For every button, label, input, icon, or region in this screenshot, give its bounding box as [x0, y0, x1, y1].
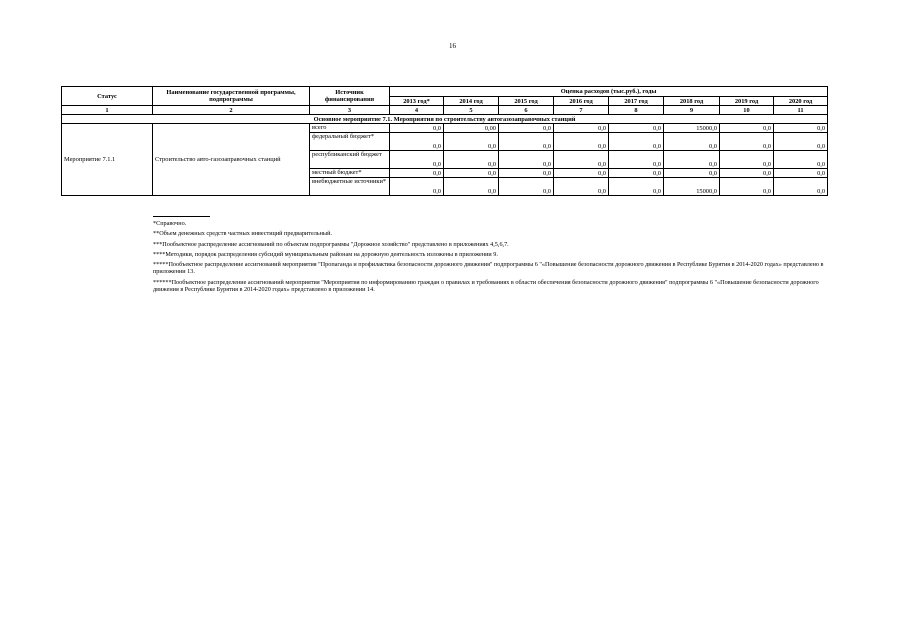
value-cell: 0,0	[390, 169, 444, 178]
value-cell: 0,0	[499, 178, 554, 196]
value-cell: 0,0	[774, 169, 828, 178]
column-number: 9	[664, 106, 720, 115]
value-cell: 0,00	[444, 124, 499, 133]
value-cell: 0,0	[444, 151, 499, 169]
value-cell: 0,0	[444, 133, 499, 151]
value-cell: 0,0	[499, 133, 554, 151]
column-number: 1	[62, 106, 153, 115]
value-cell: 0,0	[609, 151, 664, 169]
column-number: 10	[720, 106, 774, 115]
value-cell: 0,0	[499, 124, 554, 133]
value-cell: 0,0	[664, 169, 720, 178]
footnote: *****Пообъектное распределение ассигнований мероприятия "Пропаганда и профилактика безопасности дорожного движения" подпрограммы 6 "«Повышение безопасности дорожного движения в Республике Бурятия в 2014-2020 годах» представлено в приложении 13.	[153, 261, 824, 276]
column-number: 5	[444, 106, 499, 115]
footnote: *Справочно.	[153, 220, 187, 227]
value-cell: 0,0	[609, 178, 664, 196]
footnote: ******Пообъектное распределение ассигнований мероприятия "Мероприятия по информированию граждан о правилах и требованиях в области обеспечения безопасности дорожного движения" подпрограммы 6 "«Повышение безопасности дорожного движения в Республике Бурятия в 2014-2020 годах» представлено в приложении 14.	[153, 278, 819, 294]
header-year: 2020 год	[774, 97, 828, 106]
column-number: 11	[774, 106, 828, 115]
value-cell: 0,0	[609, 133, 664, 151]
source-cell: местный бюджет*	[310, 169, 390, 178]
header-year: 2016 год	[554, 97, 609, 106]
value-cell: 0,0	[554, 178, 609, 196]
footnotes	[153, 220, 825, 296]
value-cell: 0,0	[664, 151, 720, 169]
value-cell: 15000,0	[664, 124, 720, 133]
footnote-divider	[153, 216, 210, 217]
footnote: ****Методики, порядок распределения субсидий муниципальным районам на дорожную деятельность изложены в приложении 9.	[153, 250, 498, 258]
column-number: 2	[153, 106, 310, 115]
value-cell: 0,0	[720, 169, 774, 178]
value-cell: 0,0	[554, 133, 609, 151]
budget-table	[61, 86, 828, 196]
value-cell: 0,0	[499, 151, 554, 169]
footnote: ***Пообъектное распределение ассигнований по объектам подпрограммы "Дорожное хозяйство" представлено в приложениях 4,5,6,7.	[153, 240, 509, 248]
header-program: Наименование государственной программы, подпрограммы	[153, 87, 310, 106]
header-year: 2014 год	[444, 97, 499, 106]
header-status: Статус	[62, 87, 153, 106]
column-number: 8	[609, 106, 664, 115]
value-cell: 0,0	[554, 169, 609, 178]
value-cell: 0,0	[554, 151, 609, 169]
source-cell: всего	[310, 124, 390, 133]
section-title: Основное мероприятие 7.1. Мероприятия по строительству автогазозаправочных станций	[62, 115, 828, 124]
column-number: 3	[310, 106, 390, 115]
status-cell: Мероприятие 7.1.1	[62, 124, 153, 196]
column-number: 7	[554, 106, 609, 115]
source-cell: федеральный бюджет*	[310, 133, 390, 151]
value-cell: 0,0	[554, 124, 609, 133]
value-cell: 15000,0	[664, 178, 720, 196]
source-cell: республиканский бюджет	[310, 151, 390, 169]
header-source: Источник финансирования	[310, 87, 390, 106]
value-cell: 0,0	[390, 133, 444, 151]
value-cell: 0,0	[774, 151, 828, 169]
program-name-cell: Строительство авто-газозаправочных станций	[153, 124, 310, 196]
value-cell: 0,0	[720, 151, 774, 169]
value-cell: 0,0	[720, 133, 774, 151]
header-estimate: Оценка расходов (тыс.руб.), годы	[390, 87, 828, 97]
column-number: 4	[390, 106, 444, 115]
table-row	[62, 124, 828, 133]
value-cell: 0,0	[609, 124, 664, 133]
header-year: 2015 год	[499, 97, 554, 106]
value-cell: 0,0	[444, 178, 499, 196]
header-year: 2017 год	[609, 97, 664, 106]
value-cell: 0,0	[444, 169, 499, 178]
footnote: **Объем денежных средств частных инвестиций предварительный.	[153, 230, 332, 238]
page-number: 16	[449, 42, 456, 50]
value-cell: 0,0	[774, 124, 828, 133]
value-cell: 0,0	[390, 178, 444, 196]
value-cell: 0,0	[609, 169, 664, 178]
value-cell: 0,0	[390, 124, 444, 133]
value-cell: 0,0	[390, 151, 444, 169]
value-cell: 0,0	[774, 178, 828, 196]
value-cell: 0,0	[664, 133, 720, 151]
value-cell: 0,0	[774, 133, 828, 151]
source-cell: внебюджетные источники*	[310, 178, 390, 196]
value-cell: 0,0	[499, 169, 554, 178]
header-year: 2019 год	[720, 97, 774, 106]
column-number: 6	[499, 106, 554, 115]
header-year: 2018 год	[664, 97, 720, 106]
value-cell: 0,0	[720, 178, 774, 196]
value-cell: 0,0	[720, 124, 774, 133]
header-year: 2013 год*	[390, 97, 444, 106]
